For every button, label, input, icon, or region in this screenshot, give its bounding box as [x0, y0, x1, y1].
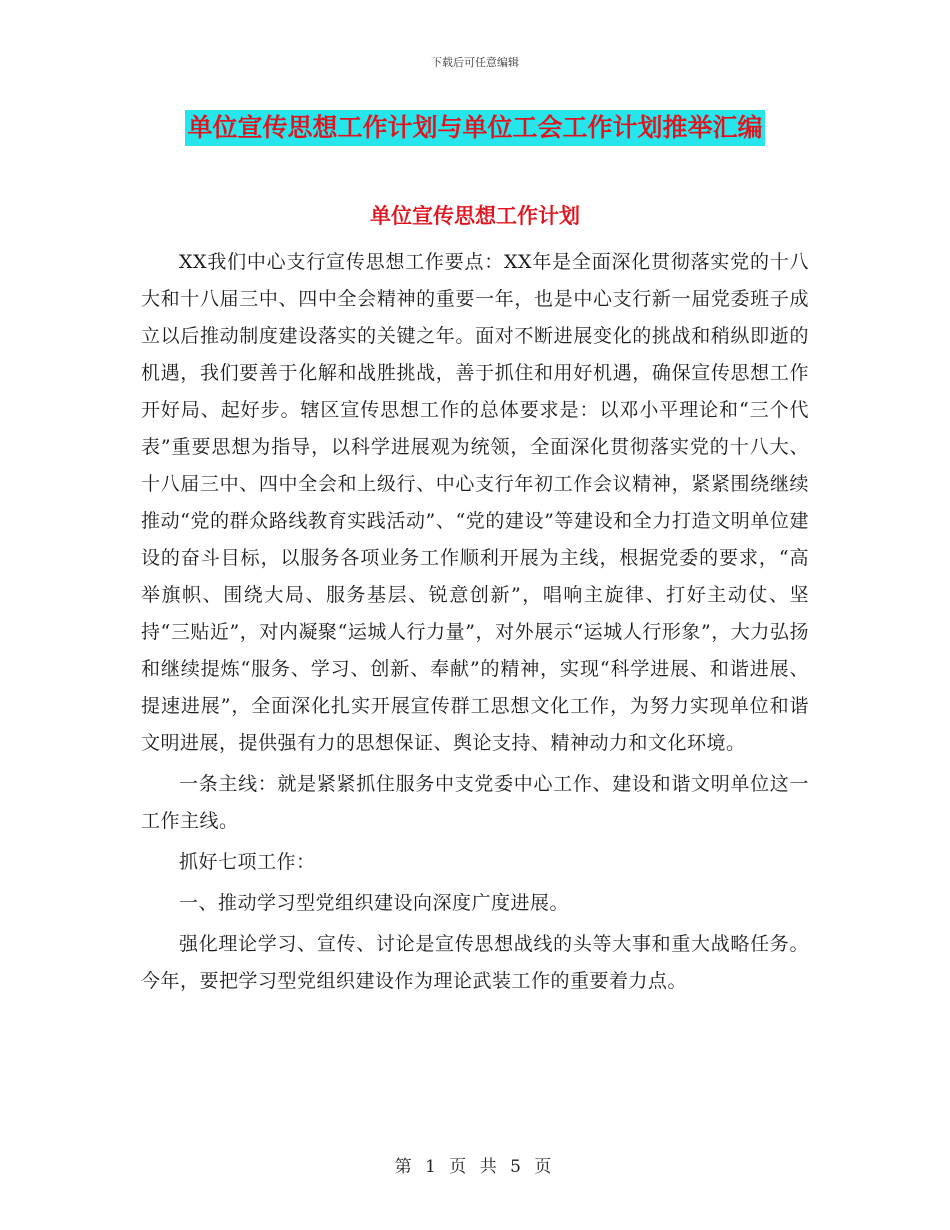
paragraph: XX我们中心支行宣传思想工作要点：XX年是全面深化贯彻落实党的十八大和十八届三中、四中全会精神的重要一年，也是中心支行新一届党委班子成立以后推动制度建设落实的关键之年。面对不断进展变化的挑战和稍纵即逝的机遇，我们要善于化解和战胜挑战，善于抓住和用好机遇，确保宣传思想工作开好局、起好步。辖区宣传思想工作的总体要求是：以邓小平理论和“三个代表”重要思想为指导，以科学进展观为统领，全面深化贯彻落实党的十八大、十八届三中、四中全会和上级行、中心支行年初工作会议精神，紧紧围绕继续推动“党的群众路线教育实践活动”、“党的建设”等建设和全力打造文明单位建设的奋斗目标，以服务各项业务工作顺利开展为主线，根据党委的要求，“高举旗帜、围绕大局、服务基层、锐意创新”，唱响主旋律、打好主动仗、坚持“三贴近”，对内凝聚“运城人行力量”，对外展示“运城人行形象”，大力弘扬和继续提炼“服务、学习、创新、奉献”的精神，实现“科学进展、和谐进展、提速进展”，全面深化扎实开展宣传群工思想文化工作，为努力实现单位和谐文明进展，提供强有力的思想保证、舆论支持、精神动力和文化环境。: [141, 251, 809, 754]
document-body: [141, 244, 809, 1004]
paragraph: 强化理论学习、宣传、讨论是宣传思想战线的头等大事和重大战略任务。今年，要把学习型党组织建设作为理论武装工作的重要着力点。: [141, 933, 809, 992]
document-title-container: [0, 110, 950, 146]
section-title: 单位宣传思想工作计划: [370, 204, 580, 228]
document-title: 单位宣传思想工作计划与单位工会工作计划推举汇编: [185, 110, 764, 146]
paragraph: 抓好七项工作：: [179, 851, 316, 873]
page-number: 第 1 页 共 5 页: [394, 1157, 556, 1177]
paragraph: 一、推动学习型党组织建设向深度广度进展。: [179, 892, 570, 914]
paragraph: 一条主线：就是紧紧抓住服务中支党委中心工作、建设和谐文明单位这一工作主线。: [141, 773, 809, 832]
page-header: 下载后可任意编辑: [431, 56, 519, 69]
